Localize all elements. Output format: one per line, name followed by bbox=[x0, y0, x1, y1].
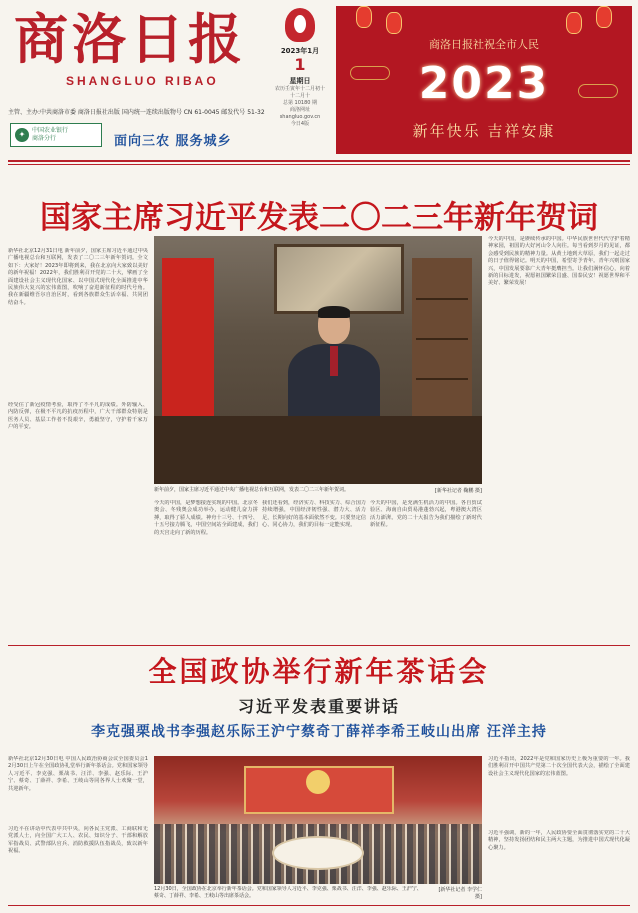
speaker-figure bbox=[288, 306, 380, 416]
article1-column-4: 我们还看到，经济实力、科技实力、综合国力持续增强，中国经济韧性强、潜力大、活力足，长期向好的基本面依然不变。只要坚定信心、同心协力，我们的目标一定能实现。 bbox=[262, 500, 366, 529]
second-subheadline: 习近平发表重要讲话 bbox=[237, 697, 400, 716]
lantern-icon bbox=[566, 12, 582, 34]
bank-branch: 商洛分行 bbox=[32, 135, 57, 142]
article1-column-3: 今天的中国，是梦想接连实现的中国。北京冬奥会、冬残奥会成功举办，运动健儿奋力拼搏，取得了骄人成绩。神舟十三号、十四号、十五号接力腾飞，中国空间站全面建成，我们的天宫走向了新的历程。 bbox=[154, 500, 258, 536]
newspaper-logo-pinyin: SHANGLUO RIBAO bbox=[66, 74, 219, 88]
new-year-greeting-banner bbox=[336, 6, 632, 154]
bank-name: 中国农业银行 bbox=[32, 127, 69, 134]
newspaper-logo: 商洛日报 bbox=[14, 8, 246, 71]
article2-column-3: 习近平指出，2022年是党和国家历史上极为重要的一年。我们胜利召开中国共产党第二十次全国代表大会，描绘了全面建设社会主义现代化国家的宏伟蓝图。 bbox=[488, 756, 630, 777]
lunar-date-short: 十二月十 bbox=[289, 93, 310, 99]
article2-photo-credit: [新华社记者 李学仁 摄] bbox=[438, 887, 482, 900]
paper-emblem-icon bbox=[285, 8, 315, 42]
article1-column-5: 今天的中国，是充满生机活力的中国。各自贸试验区、海南自由贸易港蓬勃兴起，粤港澳大湾区活力澎湃。党的二十大报告为我们描绘了新时代新征程。 bbox=[370, 500, 482, 529]
lantern-icon bbox=[596, 6, 612, 28]
bank-logo-icon: ✦ bbox=[15, 128, 29, 142]
round-table bbox=[272, 836, 364, 870]
attendee-line: 李克强栗战书李强赵乐际王沪宁蔡奇丁薛祥李希王岐山出席 汪洋主持 bbox=[91, 724, 547, 740]
greeting-wish: 新年快乐 吉祥安康 bbox=[412, 122, 556, 140]
desk bbox=[154, 416, 482, 484]
masthead-divider-thin bbox=[8, 164, 630, 165]
article1-photo bbox=[154, 236, 482, 484]
article1-photo-credit: [新华社记者 鞠鹏 摄] bbox=[434, 488, 482, 494]
article1-column-1: 新华社北京12月31日电 新年前夕，国家主席习近平通过中央广播电视总台和互联网，发表了二〇二三年新年贺词。全文如下：大家好！2023年即将到来，我在北京向大家致以美好的新年祝福！2022年，我们胜利召开党的二十大，擘画了全面建设社会主义现代化国家、以中国式现代化全面推进中华民族伟大复兴的宏伟蓝图，吹响了奋进新征程的时代号角。我在新疆维吾尔自治区时，看到各族群众生活幸福、共同团结奋斗。 bbox=[8, 248, 148, 306]
page-count: 今日4版 bbox=[290, 121, 310, 127]
article2-column-1: 新华社北京12月30日电 中国人民政治协商会议全国委员会12月30日上午在全国政协礼堂举行新年茶话会。党和国家领导人习近平、李克强、栗战书、汪洋、李强、赵乐际、王沪宁、蔡奇、丁薛祥、李希、王岐山等同各界人士欢聚一堂，共迎新年。 bbox=[8, 756, 148, 792]
website: 商洛网址 shangluo.gov.cn bbox=[279, 107, 321, 120]
article2-photo bbox=[154, 756, 482, 884]
cppcc-emblem-icon bbox=[306, 770, 330, 794]
second-headline: 全国政协举行新年茶话会 bbox=[148, 655, 490, 688]
wall-painting bbox=[274, 244, 404, 314]
date-block bbox=[272, 8, 328, 154]
lead-headline: 国家主席习近平发表二〇二三年新年贺词 bbox=[40, 200, 598, 236]
article2-column-2: 习近平在讲话中代表中共中央，向各民主党派、工商联和无党派人士，向全国广大工人、农民、知识分子、干部和解放军指战员、武警部队官兵、消防救援队伍指战员，致以新年祝福。 bbox=[8, 826, 148, 855]
date-weekday: 星期日 bbox=[289, 77, 311, 85]
page-bottom-rule bbox=[8, 905, 630, 906]
article1-column-2: 经受住了新冠疫情考验，取得了不平凡的成绩。外防输入、内防反弹，在极不平凡的抗疫历程中，广大干部群众特别是医务人员、基层工作者不畏艰辛，勇毅坚守，守护着千家万户的平安。 bbox=[8, 402, 148, 431]
bank-slogan: 面向三农 服务城乡 bbox=[114, 134, 232, 149]
publisher-info: 主管、主办:中共商洛市委 商洛日报社出版 国内统一连续出版物号 CN 61-0045 邮发代号 51-32 bbox=[8, 109, 265, 116]
lunar-date: 农历壬寅年十二月初十 bbox=[274, 86, 325, 92]
date-day: 1 bbox=[294, 55, 306, 74]
greeting-year: 2023 bbox=[418, 58, 550, 109]
lantern-icon bbox=[356, 6, 372, 28]
article1-photo-caption: 新年前夕，国家主席习近平通过中央广播电视总台和互联网，发表二〇二三年新年贺词。 bbox=[154, 487, 350, 493]
article1-column-6: 今天的中国，是赓续传承的中国。中华民族世世代代守护着精神家园，祖国的大好河山令人向往。每当看到岁月的见证，都会感受到民族的精神力量。从黄土地到大草原，我们一起走过的日子值得铭记。明天的中国，希望寄予青年。青年兴则国家兴，中国发展要靠广大青年挺膺担当。让我们满怀信心，向着新的目标进发，祝愿祖国繁荣昌盛、国泰民安！祝愿世界和平美好、繁荣发展！ bbox=[488, 236, 630, 287]
greeting-top-line: 商洛日报社祝全市人民 bbox=[429, 38, 539, 51]
lantern-icon bbox=[386, 12, 402, 34]
issue-number: 总第 10180 期 bbox=[282, 100, 318, 106]
date-year-month: 2023年1月 bbox=[280, 47, 320, 55]
article2-photo-caption: 12月30日，全国政协在北京举行新年茶话会。党和国家领导人习近平、李克强、栗战书、汪洋、李强、赵乐际、王沪宁、蔡奇、丁薛祥、李希、王岐山等出席茶话会。 bbox=[154, 886, 422, 899]
bank-ad bbox=[10, 123, 102, 147]
section-divider bbox=[8, 645, 630, 646]
masthead-divider bbox=[8, 160, 630, 162]
article2-column-4: 习近平强调，新的一年，人民政协要全面贯彻落实党的二十大精神，坚持发扬团结和民主两大主题，为推进中国式现代化凝心聚力。 bbox=[488, 830, 630, 851]
